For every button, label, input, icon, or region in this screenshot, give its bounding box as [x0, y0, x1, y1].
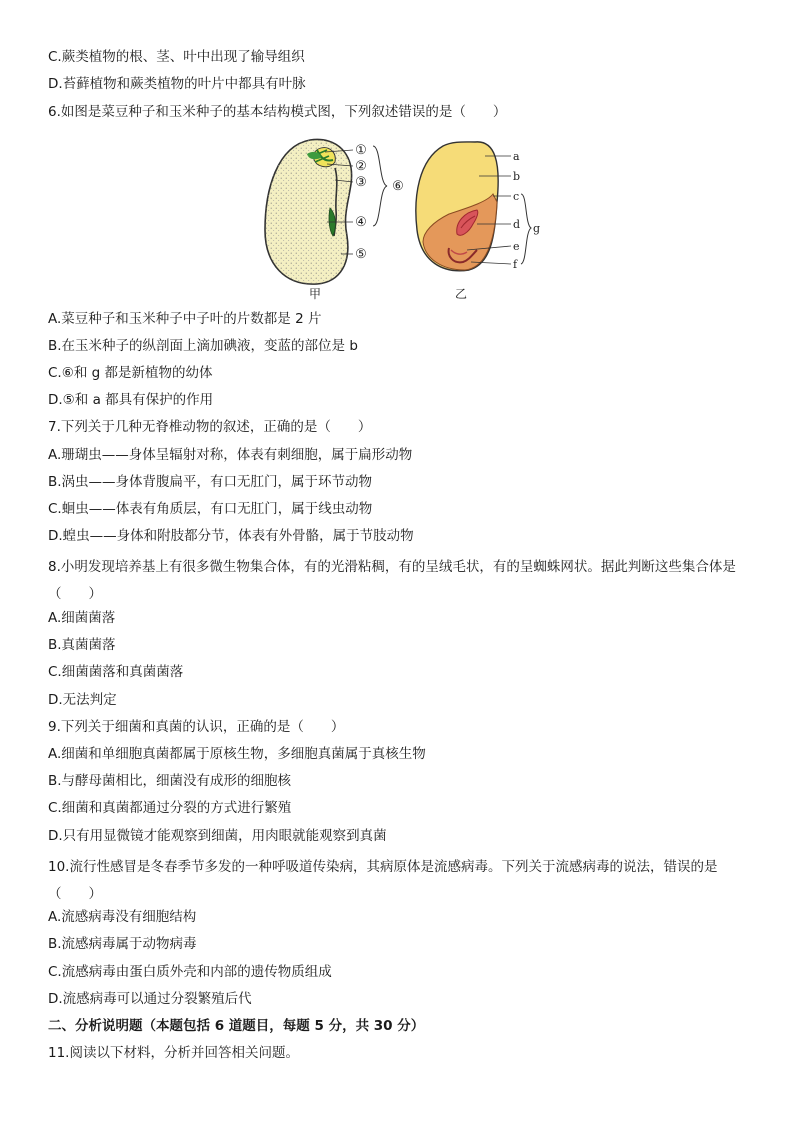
question-7: 7.下列关于几种无脊椎动物的叙述，正确的是（ ）: [48, 419, 372, 435]
option-8a: A.细菌菌落: [48, 610, 116, 626]
option-7c: C.蛔虫——体表有角质层，有口无肛门，属于线虫动物: [48, 501, 373, 517]
option-7a: A.珊瑚虫——身体呈辐射对称，体表有刺细胞，属于扁形动物: [48, 447, 413, 463]
bean-caption: 甲: [308, 287, 322, 301]
option-7d: D.蝗虫——身体和附肢都分节，体表有外骨骼，属于节肢动物: [48, 528, 414, 544]
bean-label-3: ③: [355, 175, 367, 190]
option-8d: D.无法判定: [48, 692, 117, 708]
option-7b: B.涡虫——身体背腹扁平，有口无肛门，属于环节动物: [48, 474, 373, 490]
bean-label-2: ②: [355, 159, 367, 174]
option-10a: A.流感病毒没有细胞结构: [48, 909, 197, 925]
corn-caption: 乙: [454, 287, 468, 301]
question-10: 10.流行性感冒是冬春季节多发的一种呼吸道传染病，其病原体是流感病毒。下列关于流感病毒的说法，错误的是（ ）: [48, 859, 718, 902]
corn-label-f: f: [513, 258, 518, 271]
option-9b: B.与酵母菌相比，细菌没有成形的细胞核: [48, 773, 292, 789]
option-9d: D.只有用显微镜才能观察到细菌，用肉眼就能观察到真菌: [48, 828, 387, 844]
option-8c: C.细菌菌落和真菌菌落: [48, 664, 184, 680]
option-5d: D.苔藓植物和蕨类植物的叶片中都具有叶脉: [48, 76, 306, 92]
corn-label-e: e: [513, 240, 520, 253]
question-11: 11.阅读以下材料，分析并回答相关问题。: [48, 1045, 299, 1061]
bean-label-4: ④: [355, 215, 367, 230]
question-8: 8.小明发现培养基上有很多微生物集合体，有的光滑粘稠，有的呈绒毛状，有的呈蜘蛛网状。据此判断这些集合体是（ ）: [48, 559, 736, 602]
corn-label-d: d: [513, 218, 521, 231]
option-6b: B.在玉米种子的纵剖面上滴加碘液，变蓝的部位是 b: [48, 338, 358, 354]
option-9c: C.细菌和真菌都通过分裂的方式进行繁殖: [48, 800, 292, 816]
option-6a: A.菜豆种子和玉米种子中子叶的片数都是 2 片: [48, 311, 322, 327]
bean-label-6: ⑥: [392, 179, 404, 194]
corn-label-b: b: [513, 170, 521, 183]
question-6: 6.如图是菜豆种子和玉米种子的基本结构模式图，下列叙述错误的是（ ）: [48, 104, 507, 120]
seed-structure-figure: [255, 132, 555, 304]
corn-label-a: a: [513, 150, 520, 163]
option-5c: C.蕨类植物的根、茎、叶中出现了输导组织: [48, 49, 305, 65]
question-9: 9.下列关于细菌和真菌的认识，正确的是（ ）: [48, 719, 345, 735]
option-10c: C.流感病毒由蛋白质外壳和内部的遗传物质组成: [48, 964, 332, 980]
corn-seed-diagram: [416, 142, 540, 301]
option-6d: D.⑤和 a 都具有保护的作用: [48, 392, 214, 408]
corn-label-c: c: [513, 190, 520, 203]
option-9a: A.细菌和单细胞真菌都属于原核生物，多细胞真菌属于真核生物: [48, 746, 426, 762]
bean-label-1: ①: [355, 143, 367, 158]
bean-label-5: ⑤: [355, 247, 367, 262]
bean-seed-diagram: [265, 139, 405, 301]
section-2-heading: 二、分析说明题（本题包括 6 道题目，每题 5 分，共 30 分）: [48, 1018, 425, 1034]
option-10d: D.流感病毒可以通过分裂繁殖后代: [48, 991, 252, 1007]
option-8b: B.真菌菌落: [48, 637, 116, 653]
option-6c: C.⑥和 g 都是新植物的幼体: [48, 365, 213, 381]
option-10b: B.流感病毒属于动物病毒: [48, 936, 197, 952]
corn-label-g: g: [533, 222, 541, 235]
